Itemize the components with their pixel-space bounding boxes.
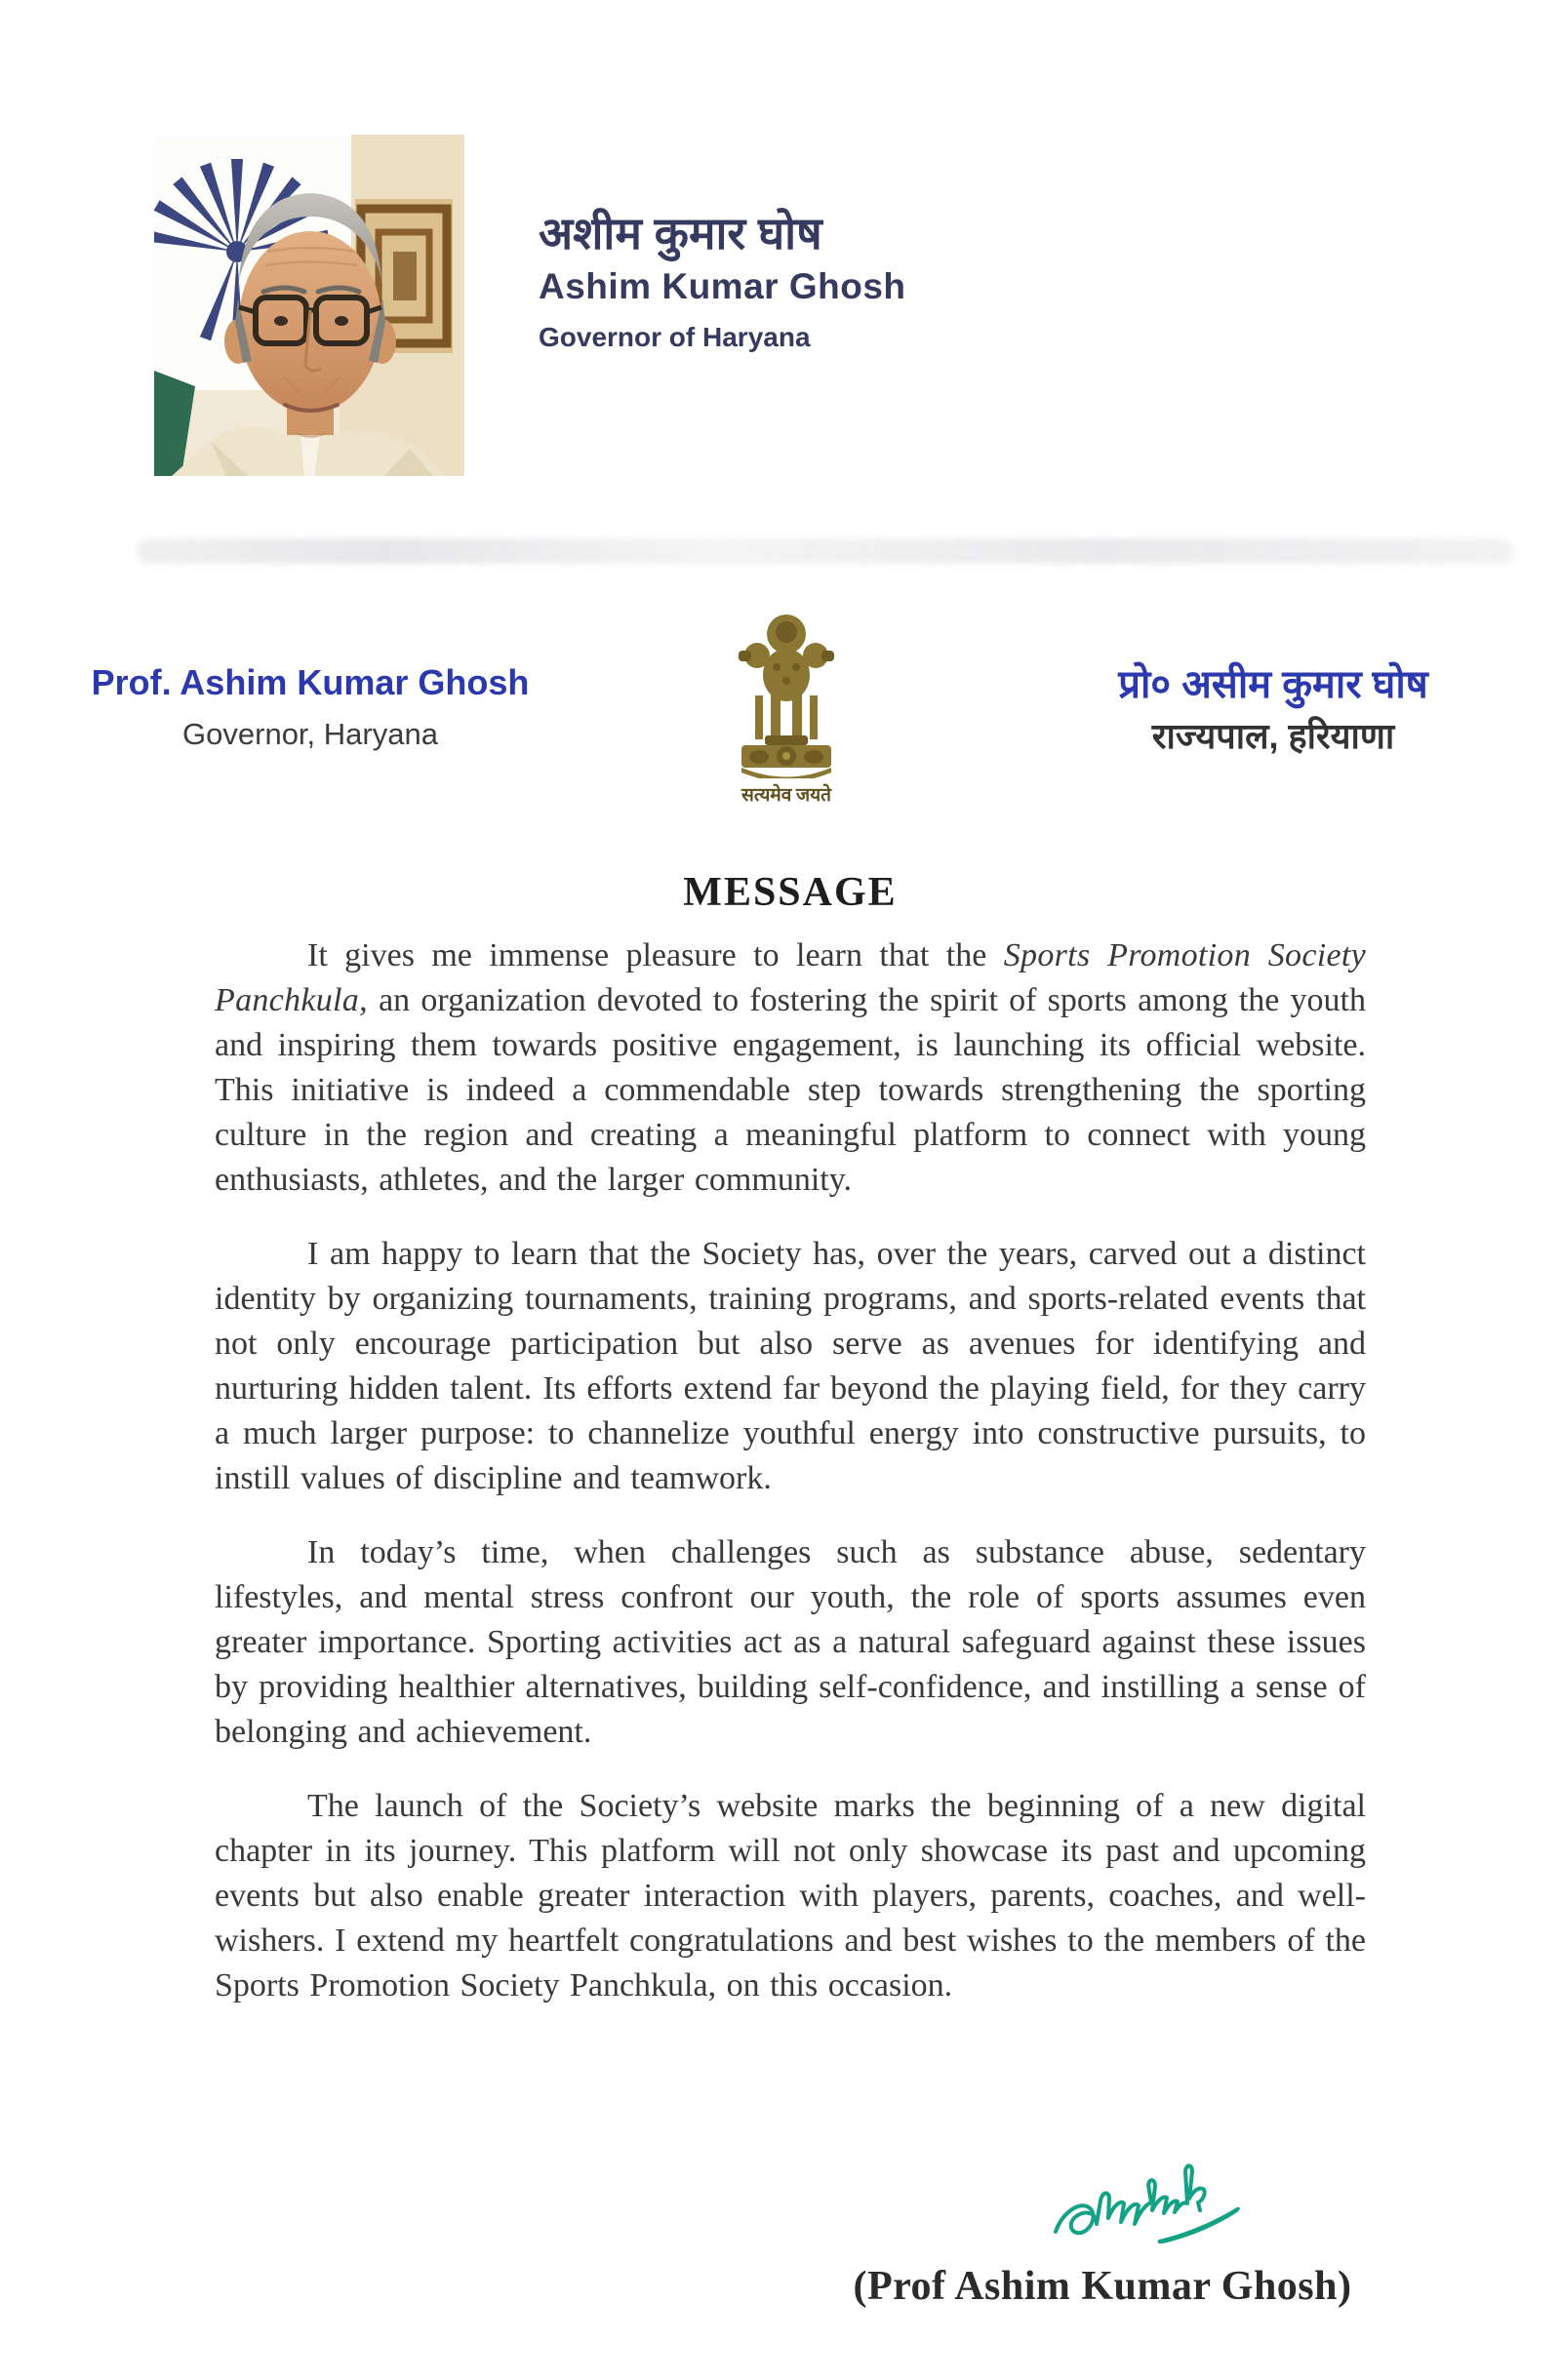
letterhead-name-hindi: प्रो० असीम कुमार घोष (1118, 663, 1428, 706)
header-name-block (539, 207, 906, 353)
paragraph-1-rest: an organization devoted to fostering the spirit of sports among the youth and inspiring them towards positive engagement, is launching its official website. This initiative is indeed a commendable step towards strengthening the sporting culture in the region and creating a meaningful platform to connect with young enthusiasts, athletes, and the larger community. (215, 982, 1366, 1198)
governor-photo (154, 135, 464, 476)
paragraph-1 (215, 933, 1366, 1203)
letterhead-name-english: Prof. Ashim Kumar Ghosh (91, 662, 530, 702)
paragraph-2: I am happy to learn that the Society has, over the years, carved out a distinct identity by organizing tournaments, training programs, and sports-related events that not only encourage participation but also serve as avenues for identifying and nurturing hidden talent. Its efforts extend far beyond the playing field, for they carry a much larger purpose: to channelize youthful energy into constructive pursuits, to instill values of discipline and teamwork. (215, 1236, 1366, 1496)
letterhead-title-hindi: राज्यपाल, हरियाणा (1151, 716, 1395, 756)
governor-portrait-illustration (154, 135, 464, 476)
india-emblem-icon (728, 605, 845, 778)
signed-name: (Prof Ashim Kumar Ghosh) (853, 2264, 1352, 2309)
paragraph-4: The launch of the Society’s website marks the beginning of a new digital chapter in its journey. This platform will not only showcase its past and upcoming events but also enable greater interaction with players, parents, coaches, and well-wishers. I extend my heartfelt congratulations and best wishes to the members of the Sports Promotion Society Panchkula, on this occasion. (215, 1788, 1366, 2003)
letterhead-left (90, 663, 531, 751)
emblem-motto: सत्यमेव जयते (741, 785, 831, 806)
header-title: Governor of Haryana (539, 322, 811, 352)
paragraph-1-lead: It gives me immense pleasure to learn that the (307, 937, 1004, 973)
paragraph-3: In today’s time, when challenges such as substance abuse, sedentary lifestyles, and mental stress confront our youth, the role of sports assumes even greater importance. Sporting activities act as a natural safeguard against these issues by providing healthier alternatives, building self-confidence, and instilling a sense of belonging and achievement. (215, 1534, 1366, 1750)
letter-body (215, 933, 1366, 2038)
header-name-english: Ashim Kumar Ghosh (539, 266, 906, 306)
paragraph-1-italic: Sports Promotion Society Panchkula, (215, 937, 1366, 1018)
signature-icon (1046, 2138, 1261, 2255)
letterhead-title-english: Governor, Haryana (182, 717, 438, 751)
header-name-hindi: अशीम कुमार घोष (539, 208, 822, 258)
letterhead-right (1098, 661, 1449, 757)
message-heading: MESSAGE (683, 870, 898, 915)
emblem-block (728, 605, 845, 807)
scan-artifact-band (137, 538, 1514, 564)
